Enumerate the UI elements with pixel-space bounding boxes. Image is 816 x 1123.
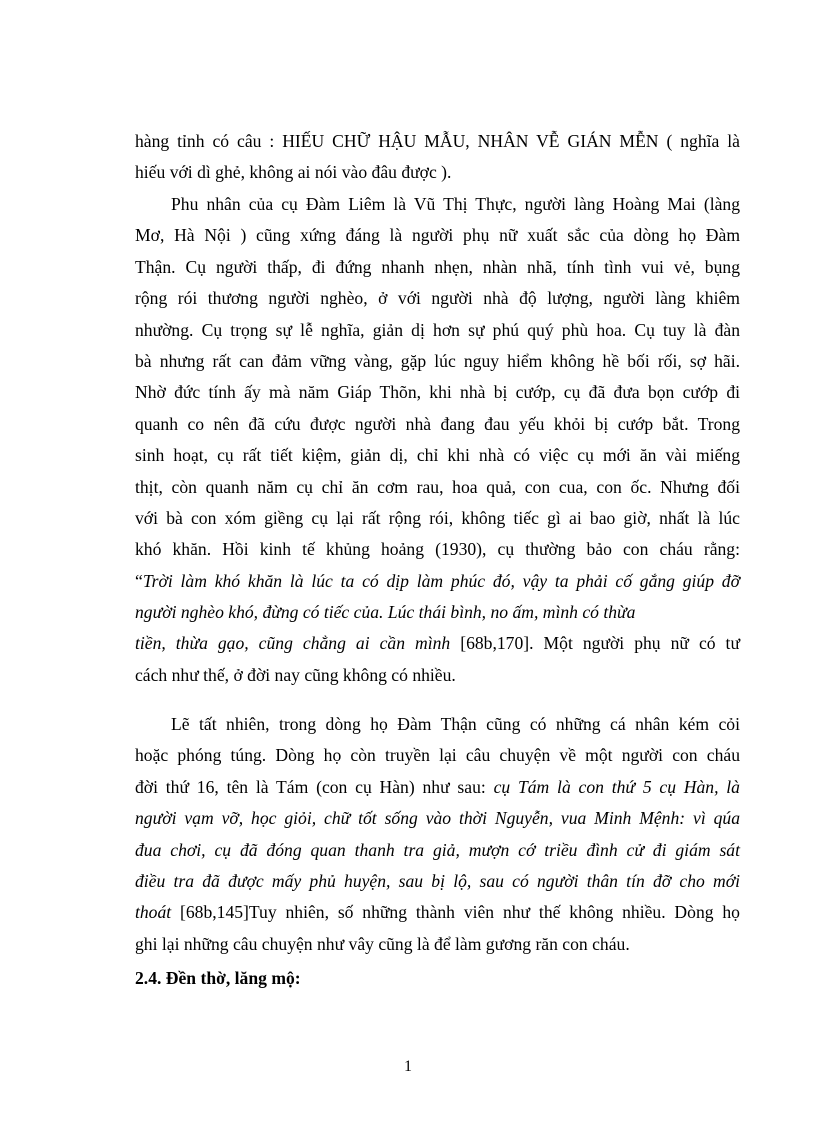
quote-open-mark: “ [135, 570, 143, 591]
text-line: Lẽ tất nhiên, trong dòng họ Đàm Thận cũng có những cá nhân kém cỏi [171, 714, 740, 734]
text-line: người vạm vỡ, học giỏi, chữ tốt sống vào thời Nguyễn, vua Minh Mệnh: vì qúa [135, 808, 740, 829]
paragraph-3 [135, 709, 740, 960]
text-line: nhường. Cụ trọng sự lễ nghĩa, giản dị hơn sự phú quý phù hoa. Cụ tuy là đàn [135, 319, 740, 340]
text-line: hàng tỉnh có câu : HIẾU CHỮ HẬU MẪU, NHÂN VỄ GIÁN MỄN ( nghĩa là [135, 131, 740, 151]
text-line: quanh co nên đã cứu được người nhà đang đau yếu khỏi bị cướp bắt. Trong [135, 413, 740, 434]
text-line: Thận. Cụ người thấp, đi đứng nhanh nhẹn, nhàn nhã, tính tình vui vẻ, bụng [135, 256, 740, 277]
text-normal: đời thứ 16, tên là Tám (con cụ Hàn) như sau: [135, 776, 494, 797]
text-line: Phu nhân của cụ Đàm Liêm là Vũ Thị Thực, người làng Hoàng Mai (làng [171, 194, 740, 214]
quote-text: Trời làm khó khăn là lúc ta có dịp làm phúc đó, vậy ta phải cố gắng giúp đỡ [142, 570, 740, 591]
quote-line [135, 628, 740, 659]
text-line: điều tra đã được mấy phủ huyện, sau bị lộ, sau có người thân tín đỡ cho mới [135, 870, 740, 891]
text-line: Mơ, Hà Nội ) cũng xứng đáng là người phụ nữ xuất sắc của dòng họ Đàm [135, 225, 740, 246]
text-line: hiếu với dì ghẻ, không ai nói vào đâu được ). [135, 162, 452, 183]
text-line: hoặc phóng túng. Dòng họ còn truyền lại câu chuyện về một người con cháu [135, 745, 740, 766]
text-italic: thoát [135, 902, 181, 923]
text-line: khó khăn. Hồi kinh tế khủng hoảng (1930), cụ thường bảo con cháu rằng: [135, 539, 740, 560]
quote-line: người nghèo khó, đừng có tiếc của. Lúc thái bình, no ấm, mình có thừa [135, 602, 636, 623]
text-line: bà nhưng rất can đảm vững vàng, gặp lúc nguy hiểm không hề bối rối, sợ hãi. [135, 350, 740, 371]
text-line: thịt, còn quanh năm cụ chỉ ăn cơm rau, hoa quả, con cua, con ốc. Nhưng đối [135, 476, 740, 497]
citation-text: [68b,145]Tuy nhiên, số những thành viên như thế không nhiều. Dòng họ [180, 902, 740, 923]
text-line: Nhờ đức tính ấy mà năm Giáp Thõn, khi nhà bị cướp, cụ đã đưa bọn cướp đi [135, 382, 740, 403]
quote-text: tiền, thừa gạo, cũng chẳng ai cần mình [135, 633, 451, 654]
text-line: rộng rói thương người nghèo, ở với người nhà độ lượng, người làng khiêm [135, 288, 740, 309]
paragraph-2 [135, 189, 740, 691]
quote-line [135, 566, 740, 597]
text-line [135, 897, 740, 928]
paragraph-1 [135, 126, 740, 189]
text-italic: cụ Tám là con thứ 5 cụ Hàn, là [493, 776, 740, 797]
text-line: đua chơi, cụ đã đóng quan thanh tra giả, mượn cớ triều đình cử đi giám sát [135, 839, 740, 860]
text-line: ghi lại những câu chuyện như vây cũng là để làm gương răn con cháu. [135, 933, 630, 954]
text-line: với bà con xóm giềng cụ lại rất rộng rói, không tiếc gì ai bao giờ, nhất là lúc [135, 507, 740, 528]
section-heading: 2.4. Đền thờ, lăng mộ: [135, 968, 301, 988]
text-line: sinh hoạt, cụ rất tiết kiệm, giản dị, chỉ khi nhà có việc cụ mới ăn vài miếng [135, 445, 740, 466]
text-line: cách như thế, ở đời nay cũng không có nhiều. [135, 664, 456, 685]
page-number: 1 [404, 1058, 412, 1075]
text-line [135, 772, 740, 803]
citation-text: [68b,170]. Một người phụ nữ có tư [450, 633, 740, 654]
